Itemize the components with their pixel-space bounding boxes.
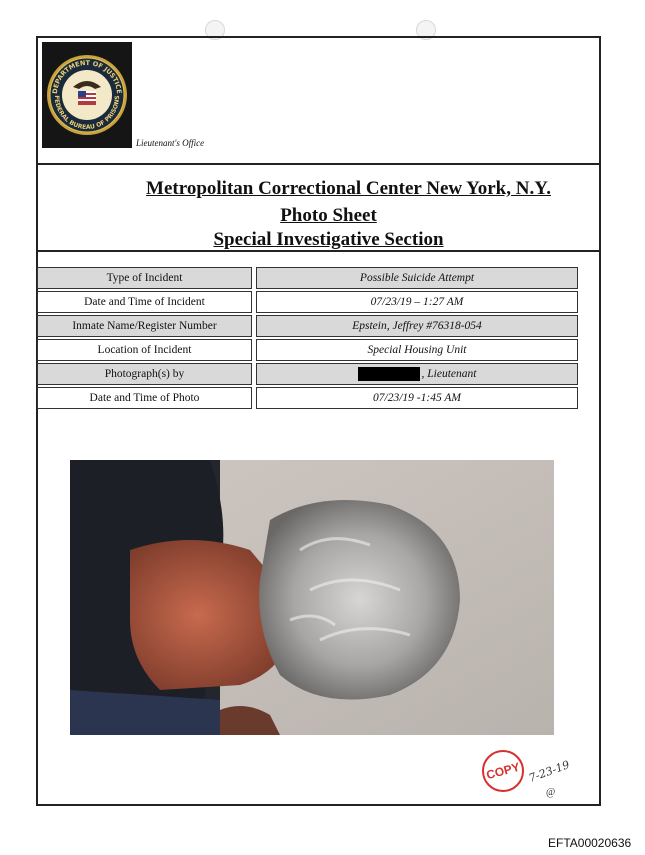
svg-text:DEPARTMENT OF JUSTICE: DEPARTMENT OF JUSTICE xyxy=(50,58,124,95)
row-value: 07/23/19 – 1:27 AM xyxy=(256,291,578,313)
office-label: Lieutenant's Office xyxy=(136,138,205,148)
document-id: EFTA00020636 xyxy=(548,836,632,850)
row-value: 07/23/19 -1:45 AM xyxy=(256,387,578,409)
svg-text:COPY: COPY xyxy=(484,759,522,783)
svg-text:FEDERAL BUREAU OF PRISONS: FEDERAL BUREAU OF PRISONS xyxy=(52,95,122,132)
row-value: Possible Suicide Attempt xyxy=(256,267,578,289)
title-block xyxy=(36,163,601,252)
sheet-title: Photo Sheet xyxy=(280,205,377,226)
row-label: Location of Incident xyxy=(37,339,252,361)
row-label: Inmate Name/Register Number xyxy=(37,315,252,337)
photographer-title: , Lieutenant xyxy=(421,368,477,380)
table-row xyxy=(37,315,578,339)
handwritten-date: 7-23-19 xyxy=(527,758,572,785)
doj-seal-logo xyxy=(42,42,132,148)
section-title: Special Investigative Section xyxy=(213,229,444,250)
row-value xyxy=(256,363,578,385)
copy-stamp xyxy=(480,748,526,794)
table-row xyxy=(37,291,578,315)
row-label: Photograph(s) by xyxy=(37,363,252,385)
table-row xyxy=(37,267,578,291)
row-value: Epstein, Jeffrey #76318-054 xyxy=(256,315,578,337)
row-label: Type of Incident xyxy=(37,267,252,289)
table-row xyxy=(37,387,578,411)
row-label: Date and Time of Incident xyxy=(37,291,252,313)
incident-photo xyxy=(70,460,554,735)
handwritten-initials: @ xyxy=(546,787,556,798)
incident-info-table xyxy=(37,267,578,411)
table-row xyxy=(37,363,578,387)
table-row xyxy=(37,339,578,363)
facility-title: Metropolitan Correctional Center New York, N.Y. xyxy=(146,178,551,199)
row-value: Special Housing Unit xyxy=(256,339,578,361)
row-label: Date and Time of Photo xyxy=(37,387,252,409)
redaction-bar xyxy=(358,367,420,381)
